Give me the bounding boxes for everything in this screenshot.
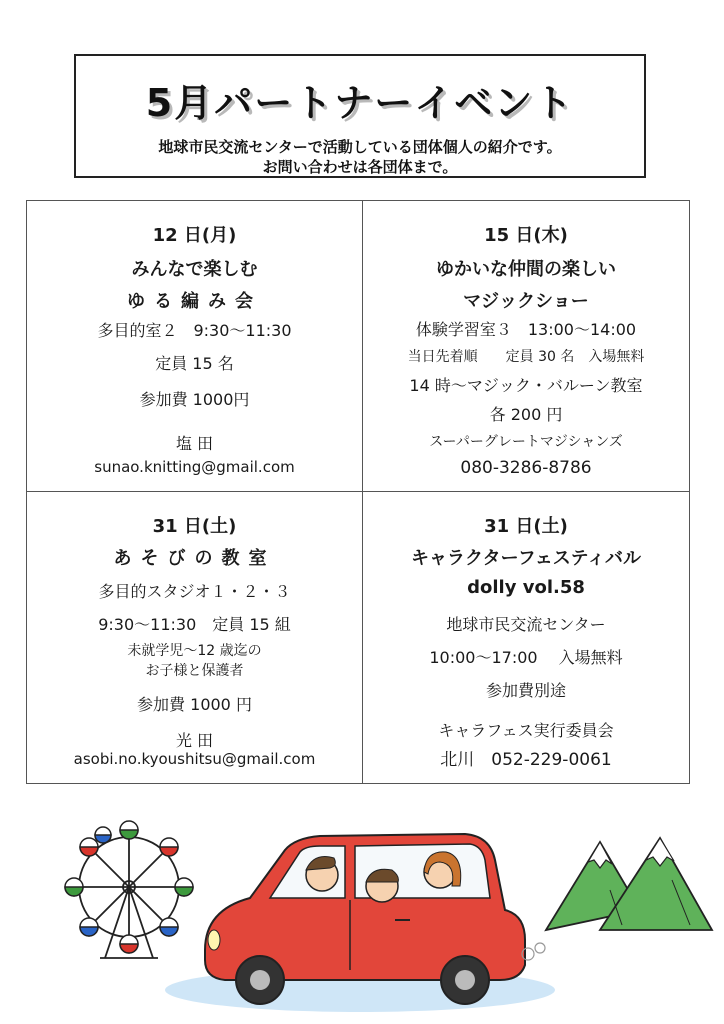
event-cell-character-festival — [363, 492, 689, 783]
event-cell-knitting — [27, 201, 362, 491]
event-email[interactable]: sunao.knitting@gmail.com — [94, 458, 295, 476]
event-name: ゆかいな仲間の楽しい — [436, 259, 616, 280]
event-grid — [26, 200, 690, 784]
event-name: dolly vol.58 — [467, 577, 585, 598]
event-name: キャラクターフェスティバル — [410, 548, 642, 569]
event-email[interactable]: asobi.no.kyoushitsu@gmail.com — [73, 750, 316, 768]
event-fee: 参加費 1000円 — [139, 390, 250, 409]
event-name: ゆる編み会 — [127, 291, 262, 312]
event-cell-magic — [363, 201, 689, 491]
event-organizer: スーパーグレートマジシャンズ — [429, 434, 623, 450]
event-room-time: 多目的室２ 9:30〜11:30 — [97, 321, 292, 340]
event-fee: 参加費別途 — [485, 681, 566, 700]
event-time-entry: 10:00〜17:00 入場無料 — [429, 648, 623, 667]
header-box — [74, 54, 646, 178]
event-time-capacity: 9:30〜11:30 定員 15 組 — [98, 615, 291, 634]
page-subtitle — [76, 137, 644, 177]
event-fee: 参加費 1000 円 — [137, 695, 252, 714]
event-contact[interactable]: 北川 052-229-0061 — [440, 750, 612, 770]
event-class: 14 時〜マジック・バルーン教室 — [409, 376, 643, 395]
event-phone[interactable]: 080-3286-8786 — [460, 458, 592, 478]
event-capacity: 定員 15 名 — [155, 354, 234, 373]
event-target: 未就学児〜12 歳迄の — [127, 643, 262, 659]
event-room-time: 体験学習室３ 13:00〜14:00 — [415, 320, 637, 339]
event-room: 多目的スタジオ１・２・３ — [98, 582, 291, 601]
event-contact-name: 光 田 — [175, 731, 214, 750]
event-cell-play — [27, 492, 362, 783]
subtitle-line-2: お問い合わせは各団体まで。 — [262, 158, 458, 176]
event-venue: 地球市民交流センター — [446, 615, 606, 634]
event-date: 15 日(木) — [484, 225, 568, 246]
event-date: 12 日(月) — [152, 225, 237, 246]
event-date: 31 日(土) — [152, 516, 237, 537]
event-class-fee: 各 200 円 — [489, 405, 563, 424]
mountains-icon — [0, 790, 724, 1024]
event-target: お子様と保護者 — [145, 663, 244, 679]
event-name: みんなで楽しむ — [131, 259, 258, 280]
event-organizer: キャラフェス実行委員会 — [438, 721, 614, 740]
subtitle-line-1: 地球市民交流センターで活動している団体個人の紹介です。 — [158, 138, 562, 156]
illustration-area — [0, 790, 724, 1024]
page-title: 5月パートナーイベント — [145, 81, 575, 125]
event-entry: 当日先着順 定員 30 名 入場無料 — [407, 349, 645, 365]
event-name: マジックショー — [463, 291, 589, 312]
event-contact-name: 塩 田 — [175, 434, 214, 453]
event-date: 31 日(土) — [484, 516, 568, 537]
event-name: あそびの教室 — [113, 548, 276, 569]
